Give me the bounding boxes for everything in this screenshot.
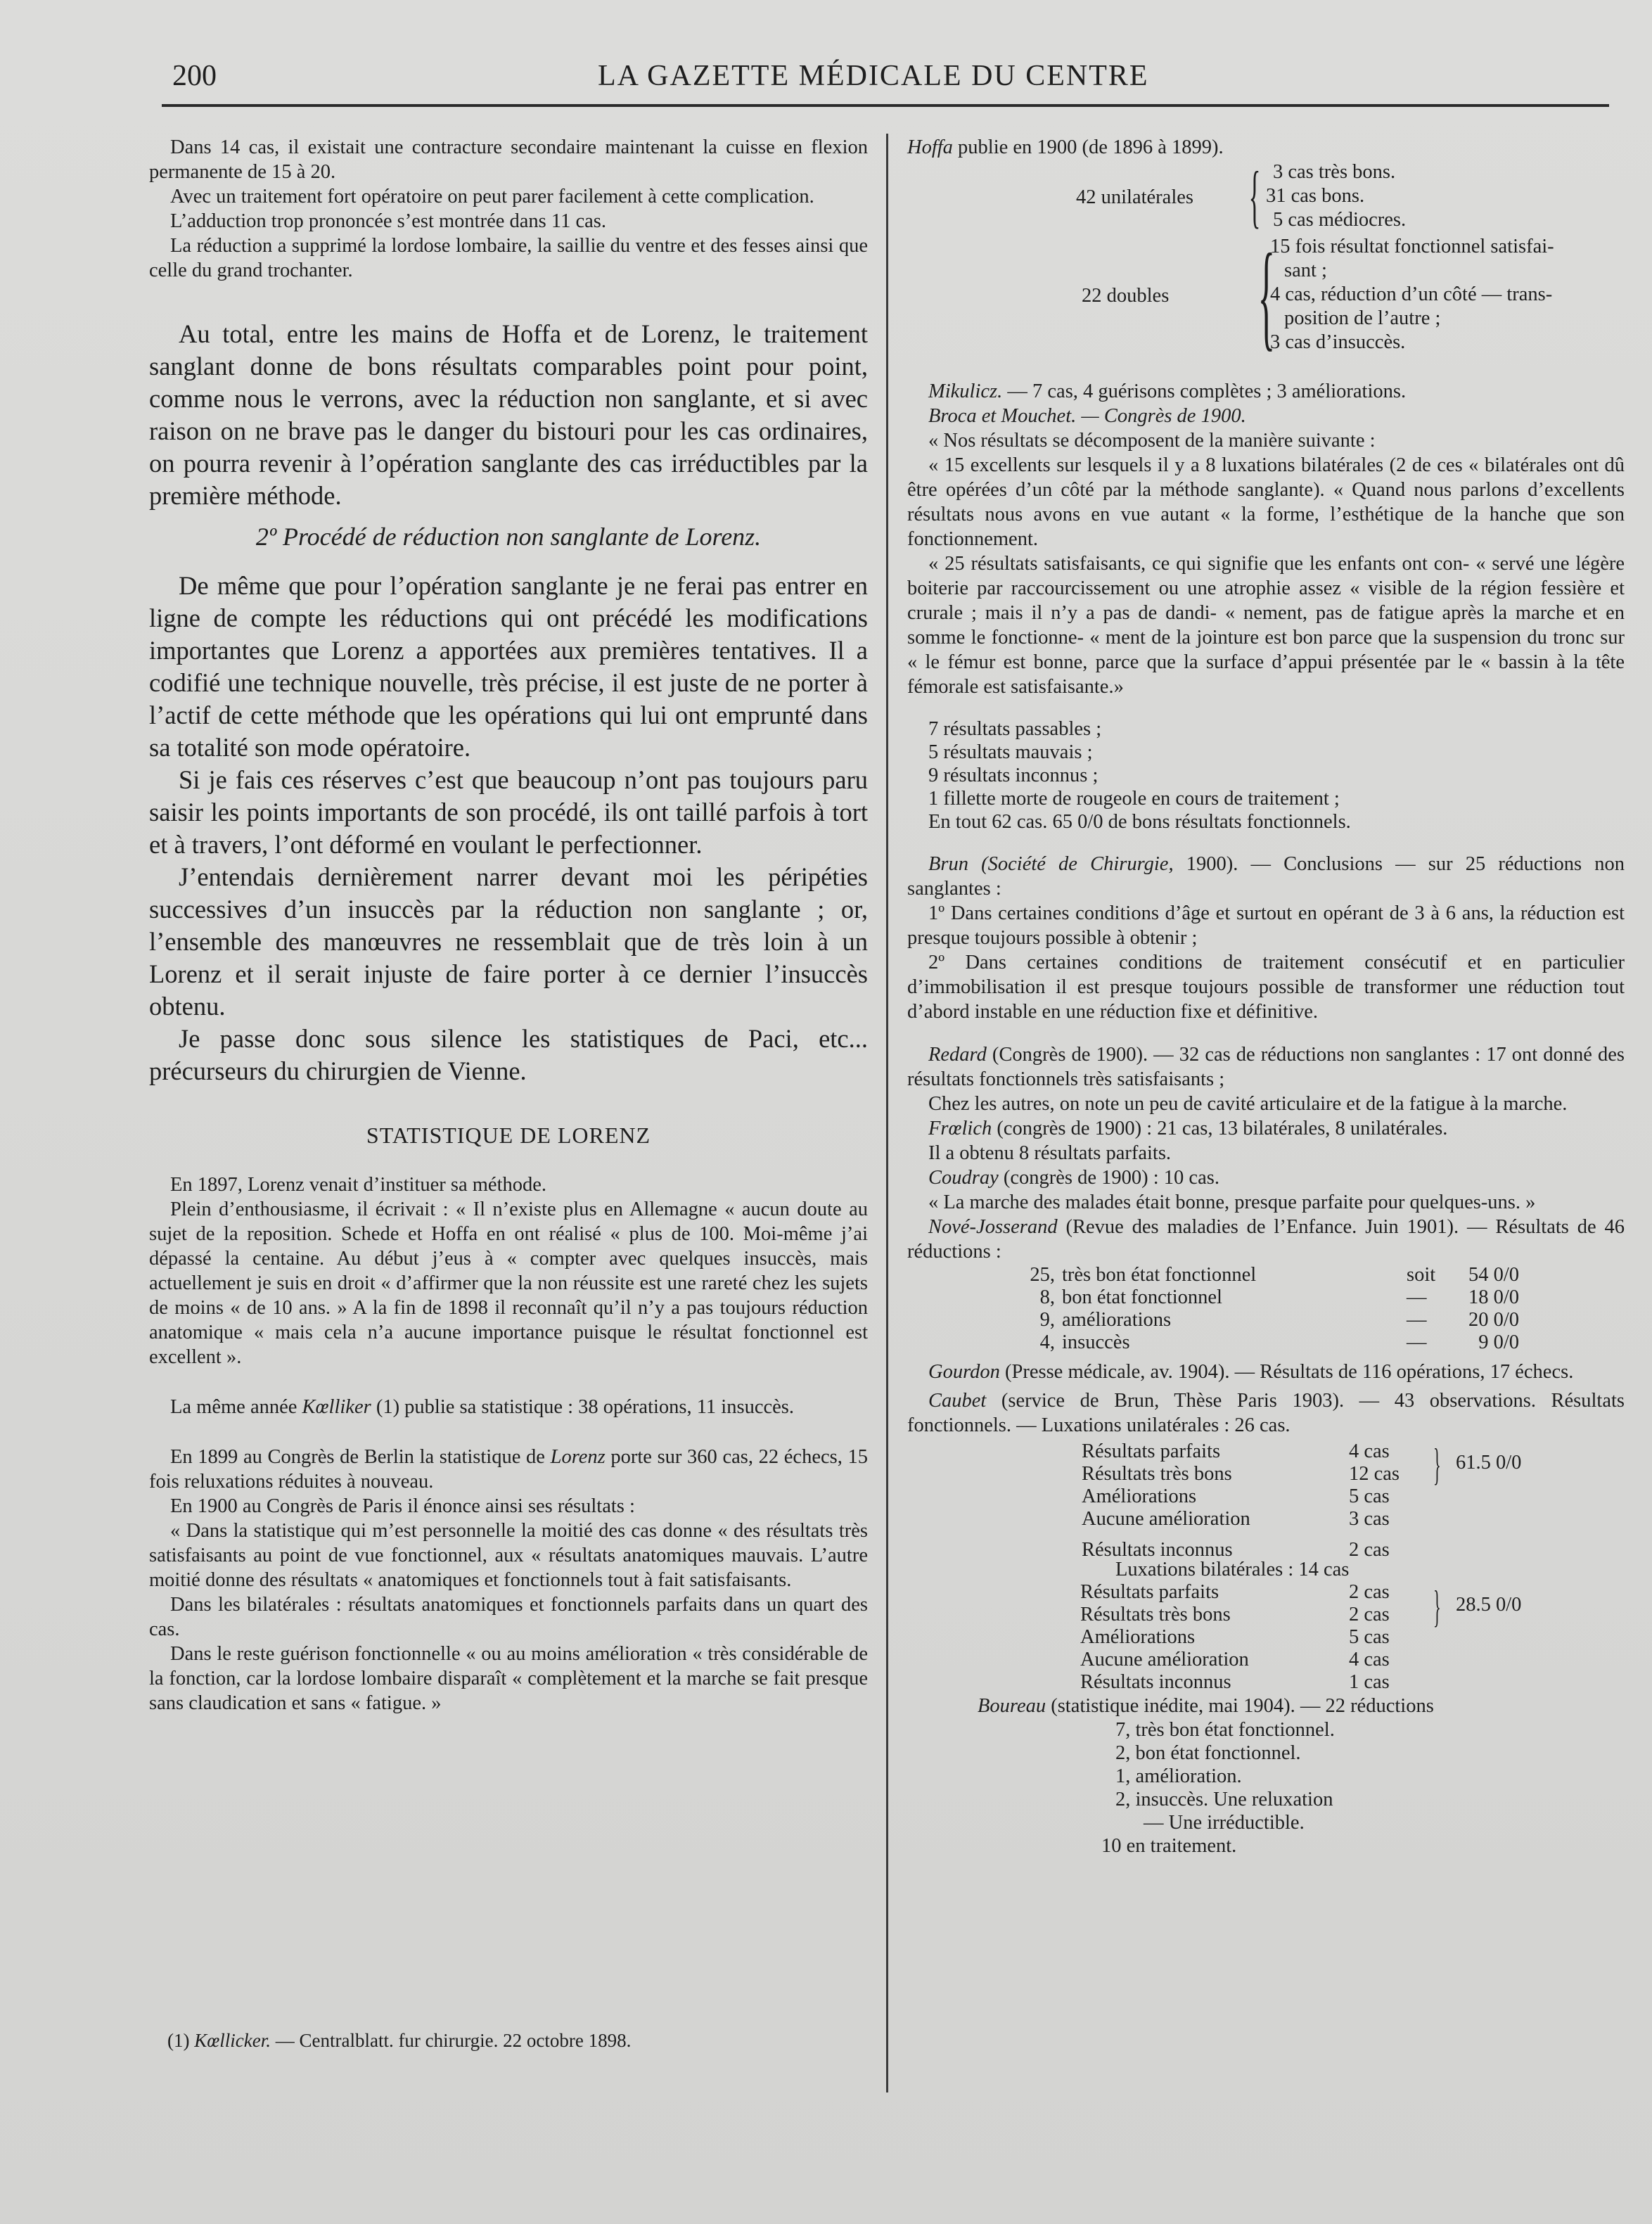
group-label: 22 doubles — [1082, 285, 1170, 307]
list-item: 5 résultats mauvais ; — [928, 741, 1093, 763]
brace: { — [1248, 157, 1261, 235]
body-paragraph: De même que pour l’opération sanglante je ne ferai pas entrer en ligne de compte les réductions qui ont précédé les modifications importantes que Lorenz a apportées aux premières tentatives. Il a codifié une technique nouvelle, très précise, il est juste de ne porter à l’actif de cette méthode que les opérations qui lui ont emprunté dans sa totalité son mode opératoire. — [149, 571, 868, 762]
table-row: 8, bon état fonctionnel — 18 0/0 — [1039, 1286, 1519, 1308]
author-name: Caubet — [928, 1390, 987, 1412]
table-cell: 2 cas — [1349, 1539, 1390, 1561]
table-cell: 4 cas — [1349, 1440, 1390, 1462]
paragraph: Gourdon (Presse médicale, av. 1904). — Résultats de 116 opérations, 17 échecs. — [928, 1361, 1574, 1383]
author-name: Gourdon — [928, 1361, 1000, 1383]
page-number: 200 — [172, 60, 217, 92]
paragraph: « La marche des malades était bonne, presque parfaite pour quelques-uns. » — [928, 1191, 1536, 1213]
paragraph: Coudray (congrès de 1900) : 10 cas. — [928, 1167, 1219, 1189]
list-item: 2, insuccès. Une reluxation — [1115, 1789, 1333, 1810]
section-heading: 2º Procédé de réduction non sanglante de Lorenz. — [255, 523, 762, 551]
list-item: 5 cas médiocres. — [1273, 209, 1407, 231]
list-item: — Une irréductible. — [1144, 1812, 1305, 1834]
table-row: 9, améliorations — 20 0/0 — [1039, 1309, 1519, 1331]
table-cell: 5 cas — [1349, 1626, 1390, 1648]
right-column — [907, 135, 1625, 1858]
table-cell: Résultats très bons — [1082, 1463, 1232, 1485]
table-cell: Améliorations — [1080, 1626, 1196, 1648]
paragraph: La réduction a supprimé la lordose lombaire, la saillie du ventre et des fesses ainsi que celle du grand trochanter. — [149, 235, 868, 281]
journal-title: LA GAZETTE MÉDICALE DU CENTRE — [598, 60, 1149, 92]
author-name: Hoffa — [907, 136, 953, 158]
paragraph: 1º Dans certaines conditions d’âge et surtout en opérant de 3 à 6 ans, la réduction est presque toujours possible à obtenir ; — [907, 902, 1625, 949]
table-cell: Résultats parfaits — [1082, 1440, 1221, 1462]
paragraph: Brun (Société de Chirurgie, 1900). — Conclusions — sur 25 réductions non sanglantes : — [907, 853, 1625, 900]
paragraph: Caubet (service de Brun, Thèse Paris 1903). — 43 observations. Résultats fonctionnels. — Luxations unilatérales : 26 cas. — [907, 1390, 1625, 1436]
header-rule — [162, 104, 1609, 107]
table-cell: Résultats très bons — [1080, 1604, 1231, 1625]
paragraph: Chez les autres, on note un peu de cavité articulaire et de la fatigue à la marche. — [928, 1093, 1568, 1115]
paragraph: La même année Kœlliker (1) publie sa statistique : 38 opérations, 11 insuccès. — [170, 1396, 794, 1418]
paragraph: Plein d’enthousiasme, il écrivait : « Il n’existe plus en Allemagne « aucun doute au sujet de la reposition. Schede et Hoffa en ont réalisé « plus de 100. Moi-même j’ai dépassé la centaine. Au début j’eus à « compter avec quelques insuccès, mais actuellement je suis en droit « d’affirmer que la non réussite est une rareté chez les sujets de moins « de 10 ans. » A la fin de 1898 il reconnaît qu’il n’y a pas toujours réduction anatomique « mais cela n’a aucune importance puisque le résultat fonctionnel est excellent ». — [149, 1199, 868, 1368]
author-name: Redard — [928, 1044, 987, 1066]
caubet-unilateral-table — [907, 1438, 1625, 1561]
list-item: 31 cas bons. — [1266, 185, 1365, 207]
table-title: Luxations bilatérales : 14 cas — [1115, 1559, 1350, 1580]
list-item: 1 fillette morte de rougeole en cours de traitement ; — [928, 788, 1340, 810]
table-cell: 2 cas — [1349, 1604, 1390, 1625]
author-name: Boureau — [978, 1695, 1046, 1717]
author-name: Kœlliker — [302, 1396, 371, 1418]
table-cell: 2 cas — [1349, 1581, 1390, 1603]
paragraph: Dans les bilatérales : résultats anatomiques et fonctionnels parfaits dans un quart des cas. — [149, 1594, 868, 1640]
table-cell: Améliorations — [1082, 1485, 1197, 1507]
table-cell: Résultats parfaits — [1080, 1581, 1219, 1603]
author-name: Mikulicz. — [928, 381, 1003, 402]
list-item: 10 en traitement. — [1101, 1835, 1237, 1857]
table-cell: 5 cas — [1349, 1485, 1390, 1507]
paragraph: « Nos résultats se décomposent de la manière suivante : — [928, 430, 1376, 452]
table-cell: 1 cas — [1349, 1671, 1390, 1693]
author-name: Nové-Josserand — [928, 1216, 1058, 1238]
hoffa-double-group — [907, 229, 1625, 362]
paragraph: « Dans la statistique qui m’est personnelle la moitié des cas donne « des résultats très satisfaisants au point de vue fonctionnel, aux « résultats anatomiques mauvais. L’autre moitié donne des résultats « anatomiques et fonctionnels tout à fait satisfaisants. — [149, 1520, 868, 1591]
results-list — [907, 717, 1625, 833]
table-row: 4, insuccès — 9 0/0 — [1039, 1331, 1519, 1353]
body-paragraph: J’entendais dernièrement narrer devant moi les péripéties successives d’un insuccès par la réduction non sanglante ; or, l’ensemble des manœuvres ne ressemblait que de très loin à un Lorenz et il serait injuste de faire porter à ce dernier l’insuccès obtenu. — [149, 862, 868, 1021]
table-cell: Résultats inconnus — [1080, 1671, 1231, 1693]
body-paragraph: Si je fais ces réserves c’est que beaucoup n’ont pas toujours paru saisir les points importants de son procédé, ils ont taillé parfois à tort et à travers, l’ont déformé en voulant le perfectionner. — [149, 765, 868, 859]
list-item: 4 cas, réduction d’un côté — trans- — [1270, 283, 1553, 305]
table-cell: 3 cas — [1349, 1508, 1390, 1530]
list-item: 3 cas d’insuccès. — [1270, 331, 1406, 353]
percentage: 61.5 0/0 — [1456, 1452, 1522, 1474]
paragraph: Dans le reste guérison fonctionnelle « ou au moins amélioration « très considérable de la fonction, car la lordose lombaire disparaît « complètement et la marche se fait presque sans claudication et sans « fatigue. » — [149, 1643, 868, 1714]
paragraph: Frœlich (congrès de 1900) : 21 cas, 13 bilatérales, 8 unilatérales. — [928, 1118, 1448, 1139]
paragraph: « 15 excellents sur lesquels il y a 8 luxations bilatérales (2 de ces « bilatérales ont dû être opérées d’un côté par la méthode sanglante). « Quand nous parlons d’excellents résultats nous avons en vue autant « la forme, l’esthétique de la hanche que son fonctionnement. — [907, 454, 1625, 550]
paragraph: 2º Dans certaines conditions de traitement consécutif et en particulier d’immobilisation il est presque toujours possible de transformer une réduction tout d’abord instable en une réduction fixe et définitive. — [907, 952, 1625, 1023]
author-name: Broca et Mouchet. — [928, 405, 1077, 427]
list-item: 7 résultats passables ; — [928, 718, 1102, 740]
paragraph: Broca et Mouchet. — Congrès de 1900. — [928, 405, 1246, 427]
paragraph: Avec un traitement fort opératoire on peut parer facilement à cette complication. — [170, 186, 814, 207]
table-cell: Aucune amélioration — [1080, 1649, 1249, 1670]
table-cell: 4 cas — [1349, 1649, 1390, 1670]
brace: } — [1433, 1581, 1441, 1631]
author-name: Frœlich — [928, 1118, 992, 1139]
author-name: Coudray — [928, 1167, 999, 1189]
list-item: 1, amélioration. — [1115, 1765, 1242, 1787]
list-item: En tout 62 cas. 65 0/0 de bons résultats fonctionnels. — [928, 811, 1351, 833]
table-cell: Aucune amélioration — [1082, 1508, 1250, 1530]
body-paragraph: Au total, entre les mains de Hoffa et de Lorenz, le traitement sanglant donne de bons résultats comparables point pour point, comme nous le verrons, avec la réduction non sanglante, et si avec raison on ne brave pas le danger du bistouri pour les cas ordinaires, on pourra revenir à l’opération sanglante des cas irréductibles par la première méthode. — [149, 319, 868, 510]
paragraph: Mikulicz. — 7 cas, 4 guérisons complètes ; 3 améliorations. — [928, 381, 1407, 402]
boureau-list — [907, 1718, 1625, 1858]
paragraph: Il a obtenu 8 résultats parfaits. — [928, 1142, 1172, 1164]
table-cell: Résultats inconnus — [1082, 1539, 1233, 1561]
list-item: position de l’autre ; — [1284, 307, 1441, 329]
paragraph: L’adduction trop prononcée s’est montrée dans 11 cas. — [170, 210, 606, 232]
caubet-bilateral-table — [907, 1556, 1625, 1694]
list-item: 9 résultats inconnus ; — [928, 765, 1099, 786]
author-name: Brun (Société de Chirurgie, — [928, 853, 1174, 875]
list-item: 3 cas très bons. — [1273, 161, 1396, 183]
column-rule — [886, 134, 888, 2092]
paragraph: Redard (Congrès de 1900). — 32 cas de réductions non sanglantes : 17 ont donné des résultats fonctionnels très satisfaisants ; — [907, 1044, 1625, 1090]
paragraph: Dans 14 cas, il existait une contracture secondaire maintenant la cuisse en flexion permanente de 15 à 20. — [149, 136, 868, 183]
hoffa-unilateral-group — [907, 157, 1625, 235]
table-row: 25, très bon état fonctionnel soit 54 0/0 — [1030, 1264, 1519, 1286]
table-cell: 12 cas — [1349, 1463, 1400, 1485]
paragraph: En 1899 au Congrès de Berlin la statistique de Lorenz porte sur 360 cas, 22 échecs, 15 fois reluxations réduites à nouveau. — [149, 1446, 868, 1493]
paragraph: « 25 résultats satisfaisants, ce qui signifie que les enfants ont con- « servé une légère boiterie par raccourcissement ou une atrophie assez « visible de la région fessière et crurale ; mais il n’y a pas de dandi- « nement, pas de fatigue après la marche et en somme le fonctionne- « ment de la jointure est bon parce que la suspension du tronc sur « le fémur est bonne, parce que la surface d’appui présentée par le « bassin à la tête fémorale est satisfaisante.» — [907, 553, 1625, 698]
percentage: 28.5 0/0 — [1456, 1594, 1522, 1616]
brace: } — [1433, 1439, 1441, 1489]
paragraph: Boureau (statistique inédite, mai 1904). — 22 réductions — [978, 1695, 1434, 1717]
list-item: 15 fois résultat fonctionnel satisfai- — [1270, 236, 1554, 257]
list-item: 2, bon état fonctionnel. — [1115, 1742, 1301, 1764]
left-column — [149, 135, 868, 1715]
paragraph: Nové-Josserand (Revue des maladies de l’Enfance. Juin 1901). — Résultats de 46 réductions : — [907, 1216, 1625, 1263]
list-item: 7, très bon état fonctionnel. — [1115, 1719, 1335, 1741]
statistics-heading: STATISTIQUE DE LORENZ — [366, 1123, 651, 1148]
group-label: 42 unilatérales — [1076, 186, 1193, 208]
paragraph: En 1900 au Congrès de Paris il énonce ainsi ses résultats : — [170, 1495, 635, 1517]
paragraph: Hoffa publie en 1900 (de 1896 à 1899). — [907, 136, 1224, 158]
paragraph: En 1897, Lorenz venait d’instituer sa méthode. — [170, 1174, 547, 1196]
nove-results-table — [1027, 1264, 1519, 1354]
list-item: sant ; — [1284, 260, 1327, 281]
author-name: Lorenz — [550, 1446, 606, 1468]
body-paragraph: Je passe donc sous silence les statistiques de Paci, etc... précurseurs du chirurgien de Vienne. — [149, 1024, 868, 1085]
brace: { — [1257, 229, 1276, 362]
footnote: (1) Kœllicker. — Centralblatt. fur chirurgie. 22 octobre 1898. — [167, 2030, 632, 2051]
